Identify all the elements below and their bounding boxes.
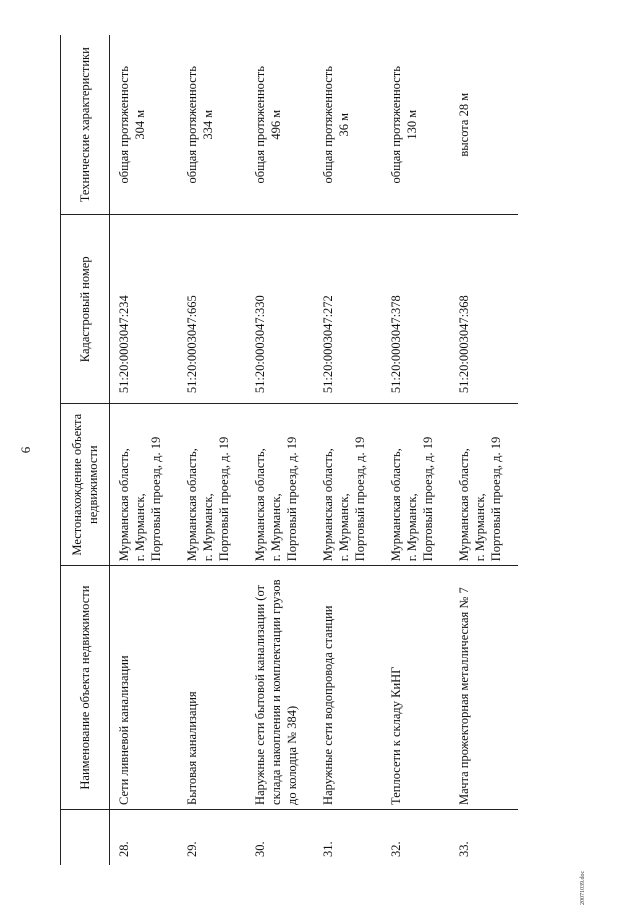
row-number: 32. [389,841,403,857]
technical-line: общая протяженность [253,66,267,184]
page-number: 6 [18,446,33,454]
header-technical: Технические характеристики [61,35,110,215]
location-line: Мурманская область, [457,448,471,562]
location-line: г. Мурманск, [269,493,283,562]
row-name: Наружные сети бытовой канализации (от склада накопления и комплектации грузов до колодца № 384) [246,566,314,810]
location-line: Портовый проезд, д. 19 [149,436,163,562]
row-technical [178,35,246,215]
location-line: г. Мурманск, [201,493,215,562]
table-header-row [61,35,110,865]
technical-line: 334 м [201,109,215,140]
row-technical [110,35,179,215]
location-line: Портовый проезд, д. 19 [421,436,435,562]
technical-line: общая протяженность [389,66,403,184]
row-number: 28. [117,841,131,857]
header-number [61,809,110,865]
row-location [450,404,518,566]
row-number: 30. [253,841,267,857]
row-location [110,404,179,566]
location-line: Мурманская область, [185,448,199,562]
location-line: Портовый проезд, д. 19 [489,436,503,562]
table-row [110,35,179,865]
row-number: 29. [185,841,199,857]
location-line: Мурманская область, [253,448,267,562]
table-row [314,35,382,865]
row-cadastral: 51:20:0003047:665 [178,215,246,404]
row-name: Сети ливневой канализации [110,566,179,810]
row-technical [246,35,314,215]
row-cadastral: 51:20:0003047:272 [314,215,382,404]
document-page [18,35,586,905]
location-line: г. Мурманск, [337,493,351,562]
location-line: г. Мурманск, [405,493,419,562]
footer-code: 20071039.doc [580,870,586,905]
location-line: г. Мурманск, [133,493,147,562]
table-row [178,35,246,865]
location-line: Мурманская область, [321,448,335,562]
technical-line: 36 м [337,112,351,137]
property-table [60,35,518,865]
row-cadastral: 51:20:0003047:368 [450,215,518,404]
location-line: Мурманская область, [117,448,131,562]
row-technical [314,35,382,215]
technical-line: общая протяженность [321,66,335,184]
row-cadastral: 51:20:0003047:330 [246,215,314,404]
header-name: Наименование объекта недвижимости [61,566,110,810]
row-technical [450,35,518,215]
row-location [178,404,246,566]
row-name: Теплосети к складу КиНГ [382,566,450,810]
row-name: Наружные сети водопровода станции [314,566,382,810]
table-row [382,35,450,865]
row-number: 33. [457,841,471,857]
technical-line: общая протяженность [117,66,131,184]
row-location [314,404,382,566]
row-technical [382,35,450,215]
header-cadastral: Кадастровый номер [61,215,110,404]
table-row [246,35,314,865]
technical-line: общая протяженность [185,66,199,184]
table-row [450,35,518,865]
location-line: Портовый проезд, д. 19 [217,436,231,562]
location-line: г. Мурманск, [473,493,487,562]
technical-line: 496 м [269,109,283,140]
location-line: Мурманская область, [389,448,403,562]
row-cadastral: 51:20:0003047:234 [110,215,179,404]
location-line: Портовый проезд, д. 19 [353,436,367,562]
technical-line: высота 28 м [457,92,471,157]
row-name: Мачта прожекторная металлическая № 7 [450,566,518,810]
table-body [110,35,519,865]
location-line: Портовый проезд, д. 19 [285,436,299,562]
technical-line: 304 м [133,109,147,140]
row-name: Бытовая канализация [178,566,246,810]
row-location [246,404,314,566]
row-cadastral: 51:20:0003047:378 [382,215,450,404]
row-number: 31. [321,841,335,857]
header-location: Местонахождение объекта недвижимости [61,404,110,566]
technical-line: 130 м [405,109,419,140]
row-location [382,404,450,566]
